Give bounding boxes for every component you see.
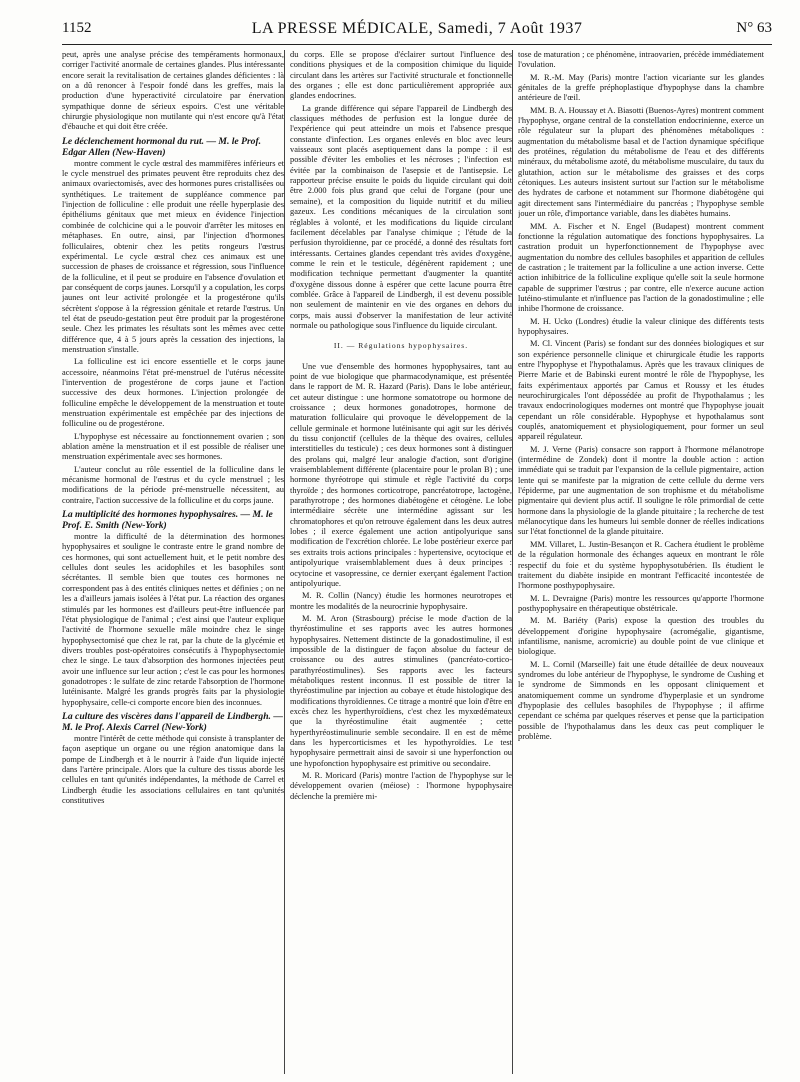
column-divider (284, 50, 285, 1074)
paragraph: La folliculine est ici encore essentielle et le corps jaune accessoire, néanmoins l'état pré-menstruel de l'utérus nécessite l'intervention de progestérone de corps jaune et l'action successive des deux hormones. L'injection prolongée de folliculine empêche le développement de la menstruation et toute menstruation expérimentale est empêchée par des injections de folliculine ou de progestérone. (62, 357, 284, 429)
column-divider (512, 50, 513, 1074)
paragraph: M. J. Verne (Paris) consacre son rapport à l'hormone mélanotrope (intermédine de Zondek) dont il montre la double action : action immédiate qui se traduit par l'expansion de la cellule pigmentaire, action lente qui se manifeste par la migration de cette cellule du derme vers l'épiderme, par une augmentation de son trophisme et du métabolisme pigmentaire qui devient plus actif. Il souligne le rôle primordial de cette hormone dans la physiologie de la glande pituitaire ; la recherche de test mélanocytique dans les humeurs lui semble donner de réelles indications sur l'état fonctionnel de la glande pituitaire. (518, 444, 764, 537)
issue-number: N° 63 (736, 20, 772, 36)
paragraph: peut, après une analyse précise des tempéraments hormonaux, corriger l'activité anormale de certaines glandes. Plus intéressante encore serait la revitalisation de certaines glandes déficientes : là on a dû renoncer à l'espoir fondé dans les greffes, mais la production d'une hyperactivité circulatoire par énervation sympathique donne de sérieux espoirs. C'est une véritable chirurgie physiologique non mutilante qui n'est encore qu'à l'état d'ébauche et qui doit être créée. (62, 50, 284, 132)
paragraph: La grande différence qui sépare l'appareil de Lindbergh des classiques méthodes de perfusion est la longue durée de l'expérience qui peut atteindre un mois et l'absence presque constante d'infection. Les organes enlevés en bloc avec leurs vaisseaux sont placés aseptiquement dans la pompe : il est possible d'éviter les embolies et les nécroses ; l'infection est évitée par la combinaison de l'asepsie et de l'antisepsie. Le rapporteur précise ensuite le poids du liquide circulant qui doit être 2.000 fois plus grand que celui de l'organe (pour une semaine), et la composition du liquide nutritif et du milieu gazeux. Les conditions mécaniques de la circulation sont réglables à volonté, et les modifications du liquide circulant facilement décelables par l'analyse chimique ; l'étude de la perfusion thyroïdienne, par ce procédé, a donné des résultats fort intéressants. Certaines glandes cependant très avides d'oxygène, comme le rein et le testicule, dégénèrent rapidement ; une modification technique permettant d'augmenter la quantité d'oxygène dissous donne à espérer que cette lacune pourra être comblée. Grâce à l'appareil de Lindbergh, il est devenu possible non seulement de maintenir en vie des organes en dehors du corps, mais aussi d'observer la manifestation de leur activité normale ou pathologique sous l'influence du liquide circulant. (290, 103, 512, 330)
paragraph: tose de maturation ; ce phénomène, intraovarien, précède immédiatement l'ovulation. (518, 50, 764, 70)
paragraph: montre comment le cycle œstral des mammifères inférieurs et le cycle menstruel des primates peuvent être reproduits chez des animaux ovariectomisés, avec des hormones pures cristallisées ou synthétiques. Le traitement de suppléance commence par l'injection de folliculine : elle produit une réelle hyperplasie des épithéliums génitaux que met mieux en évidence l'injection combinée de colchicine qui a le pouvoir d'arrêter les mitoses en métaphases. En outre, ainsi, par l'injection d'hormones folliculaires, obtenir chez les petits rongeurs l'œstrus expérimental. Le cycle œstral chez ces animaux est une succession de phases de croissance et régression, sous l'influence de la folliculine, et il peut se produire en l'absence d'ovulation et par conséquent de corps jaunes. Lorsqu'il y a copulation, les corps jaunes ont leur activité prolongée et la progestérone qu'ils sécrètent s'oppose à la régression génitale et retarde l'œstrus. Un tel état de pseudo-gestation peut être produit par la progestérone seule. Chez les primates les résultats sont les mêmes avec cette différence que, 4 à 5 jours après la cessation des injections, la menstruation s'installe. (62, 158, 284, 354)
paragraph: M. R.-M. May (Paris) montre l'action vicariante sur les glandes génitales de la greffe préphoplastique d'hypophyse dans la chambre antérieure de l'œil. (518, 72, 764, 103)
page-header (62, 20, 772, 42)
paragraph: du corps. Elle se propose d'éclairer surtout l'influence des conditions physiques et de la composition chimique du liquide circulant dans les artères sur l'activité structurale et fonctionnelle des organes ; elle est donc particulièrement appropriée aux glandes endocrines. (290, 50, 512, 101)
paragraph: M. M. Bariéty (Paris) expose la question des troubles du développement d'origine hypophysaire (acromégalie, gigantisme, infantilisme, nanisme, acromicrie) au double point de vue clinique et biologique. (518, 616, 764, 657)
article-heading: La culture des viscères dans l'appareil de Lindbergh. — M. le Prof. Alexis Carrel (New-York) (62, 710, 283, 733)
paragraph: MM. Villaret, L. Justin-Besançon et R. Cachera étudient le problème de la régulation hormonale des échanges aqueux en montrant le rôle respectif du foie et du système hypophysotubérien. Ils étudient le traitement du diabète insipide en montrant l'efficacité incontestée de l'hormone posthypophysaire. (518, 539, 764, 591)
paragraph: M. L. Cornil (Marseille) fait une étude détaillée de deux nouveaux syndromes du lobe antérieur de l'hypophyse, le syndrome de Cushing et le syndrome de Simmonds en les opposant cliniquement et anatomiquement comme un syndrome d'hyperplasie et un syndrome d'hypoplasie des cellules basophiles de l'hypophyse ; il affirme cependant ce schéma par quelques réserves et pense que la participation possible de l'hypothalamus dans les deux cas peut compliquer le problème. (518, 659, 764, 741)
paragraph: L'hypophyse est nécessaire au fonctionnement ovarien ; son ablation amène la menstruation et il est possible de réaliser une menstruation expérimentale avec ses hormones. (62, 431, 284, 462)
paragraph: M. M. Aron (Strasbourg) précise le mode d'action de la thyréostimuline et ses rapports avec les autres hormones hypophysaires. Nettement distincte de la gonadostimuline, il est impossible de la distinguer de façon absolue du facteur de croissance ou des autres stimulines (pancréato-cortico-parathyréostimulines). Ses rapports avec les facteurs métaboliques restent inconnus. Il est possible de titrer la thyréostimuline par injection au cobaye et étude histologique des modifications thyroïdiennes. Ce titrage a montré que loin d'être en excès chez les hyperthyroïdiens, c'est chez les myxœdémateux que la thyréostimuline était augmentée ; cette hyperthyréostimulinurie semble secondaire. Il en est de même dans les hypercorticismes et les hypothyroïdies. Le test hypophysaire permettrait ainsi de savoir si une hyperfonction ou une hypofonction hypophysaire est primitive ou secondaire. (290, 613, 512, 768)
paragraph: M. H. Ucko (Londres) étudie la valeur clinique des différents tests hypophysaires. (518, 316, 764, 336)
text-column-1 (62, 50, 284, 1074)
paragraph: M. R. Collin (Nancy) étudie les hormones neurotropes et montre les modalités de la neurocrinie hypophysaire. (290, 591, 512, 611)
paragraph: M. R. Moricard (Paris) montre l'action de l'hypophyse sur le développement ovarien (méiose) : l'hormone hypophysaire déclenche la première mi- (290, 771, 512, 801)
page-number: 1152 (62, 20, 92, 36)
section-title: II. — Régulations hypophysaires. (333, 341, 469, 351)
paragraph: M. Cl. Vincent (Paris) se fondant sur des données biologiques et sur son expérience personnelle clinique et chirurgicale étudie les rapports entre l'hypophyse et l'hypothalamus. Après que les travaux cliniques de Pierre Marie et de Babinski eurent montré le rôle de l'hypophyse, les faits expérimentaux apportés par Camus et Roussy et les études neurochirurgicales l'ont dépossédée au profit de l'hypothalamus ; les travaux endocrinologiques modernes ont montré que l'hypophyse jouait cependant un rôle considérable. Hypophyse et hypothalamus sont couplés, anatomiquement et physiologiquement, pour former un seul appareil régulateur. (518, 339, 764, 442)
article-heading: Le déclenchement hormonal du rut. — M. le Prof. Edgar Allen (New-Haven) (62, 135, 262, 158)
paragraph: M. L. Devraigne (Paris) montre les ressources qu'apporte l'hormone posthypophysaire en thérapeutique obstétricale. (518, 593, 764, 613)
journal-masthead: LA PRESSE MÉDICALE, Samedi, 7 Août 1937 (251, 20, 583, 37)
article-heading: La multiplicité des hormones hypophysaires. — M. le Prof. E. Smith (New-York) (62, 509, 273, 532)
text-column-2 (290, 50, 512, 1074)
paragraph: montre la difficulté de la détermination des hormones hypophysaires et souligne le contraste entre le grand nombre de ces hormones, qui sont actuellement huit, et le petit nombre des cellules dont seules les acidophiles et les basophiles sont sécrétantes. Il semble bien que toutes ces hormones ne correspondent pas à des entités cliniques nettes et définies ; on ne les a d'ailleurs jamais isolées à l'état pur. La réaction des organes stimulés par les hormones est d'ailleurs peut-être influencée par l'état physiologique de l'animal ; c'est ainsi que l'auteur explique l'activité de l'hormone sexuelle mâle moindre chez le singe hypophysectomisé que chez le rat, par la chute de la glycémie et divers troubles post-opératoires consécutifs à l'hypophysectomie chez le singe. Le taux d'absorption des hormones injectées peut avoir une influence sur leur action ; c'est le cas pour les hormones gonadotropes : le sulfate de zinc retarde l'absorption de l'hormone lutéinisante. Malgré les grands progrès faits par la physiologie hypophysaire, celle-ci comporte encore bien des inconnues. (62, 532, 284, 707)
header-rule (62, 44, 772, 45)
text-column-3 (518, 50, 764, 1074)
paragraph: MM. B. A. Houssay et A. Biasotti (Buenos-Ayres) montrent comment l'hypophyse, organe central de la constellation endocrinienne, exerce un rôle régulateur sur la plupart des phénomènes métaboliques : augmentation du métabolisme basal et de l'action dynamique spécifique des protéines, régulation du métabolisme de l'eau et des différents minéraux, du métabolisme azoté, du métabolisme musculaire, du taux du glutathion, action sur le métabolisme des graisses et des corps cétoniques. Les auteurs insistent surtout sur l'action sur le métabolisme des hydrates de carbone et notamment sur l'hormone diabétogène qui agit directement sans l'intermédiaire du pancréas ; l'hypophyse semble jouer un rôle, d'importance variable, dans les diabètes humains. (518, 105, 764, 219)
paragraph: L'auteur conclut au rôle essentiel de la folliculine dans le mécanisme hormonal de l'œstrus et du cycle menstruel ; les modifications de la période pré-menstruelle nécessitent, au contraire, l'action successive de la folliculine et du corps jaune. (62, 464, 284, 505)
paragraph: MM. A. Fischer et N. Engel (Budapest) montrent comment fonctionne la régulation automatique des fonctions hypophysaires. La castration produit un hyperfonctionnement de l'hypophyse avec augmentation du nombre des cellules basophiles et apparition de cellules de castration ; le traitement par la folliculine a une action inverse. Cette action inhibitrice de la folliculine explique qu'elle soit la seule hormone capable de supprimer l'œstrus ; par contre, elle n'exerce aucune action lutéino-stimulante et n'influence pas l'action de la gonadostimuline ; elle inhibe l'hormone de croissance. (518, 221, 764, 314)
paragraph: Une vue d'ensemble des hormones hypophysaires, tant au point de vue biologique que pharmacodynamique, est présentée dans le rapport de M. R. Hazard (Paris). Dans le lobe antérieur, cet auteur distingue : une hormone somatotrope ou hormone de croissance ; deux hormones gonadotropes, hormone de maturation folliculaire qui provoque le développement de la cellule germinale et hormone lutéinisante qui agit sur les dérivés du tissu conjonctif (cellules de la thèque des ovaires, cellules interstitielles du testicule) ; ces deux hormones sont à distinguer des prolans qui, malgré leur analogie d'action, sont d'origine vraisemblablement différente (placentaire pour le prolan B) ; une hormone thyréotrope qui stimule et règle l'activité du corps thyroïde ; des hormones corticotrope, pancréatotrope, lactogène, parathyrotrope ; des hormones diabétogène et cétogène. Le lobe intermédiaire sécrète une intermédine agissant sur les chromatophores et qu'on retrouve également dans les deux autres lobes ; il exerce également une action antipolyurique sans modification de l'excrétion chlorée. Le lobe postérieur exerce par ses extraits trois actions principales : hypertensive, ocytocique et antipolyurique vraisemblablement dues à deux principes : ocytocine et vasopressine, ce dernier exerçant également l'action antipolyurique. (290, 361, 512, 588)
paragraph: montre l'intérêt de cette méthode qui consiste à transplanter de façon aseptique un organe ou une région anatomique dans la pompe de Lindbergh et à le nourrir à l'aide d'un liquide injecté dans l'artère principale. Alors que la culture des tissus aborde les cellules en tant qu'unités indépendantes, la méthode de Carrel et Lindbergh étudie les associations cellulaires en tant qu'unités constitutives (62, 733, 284, 805)
